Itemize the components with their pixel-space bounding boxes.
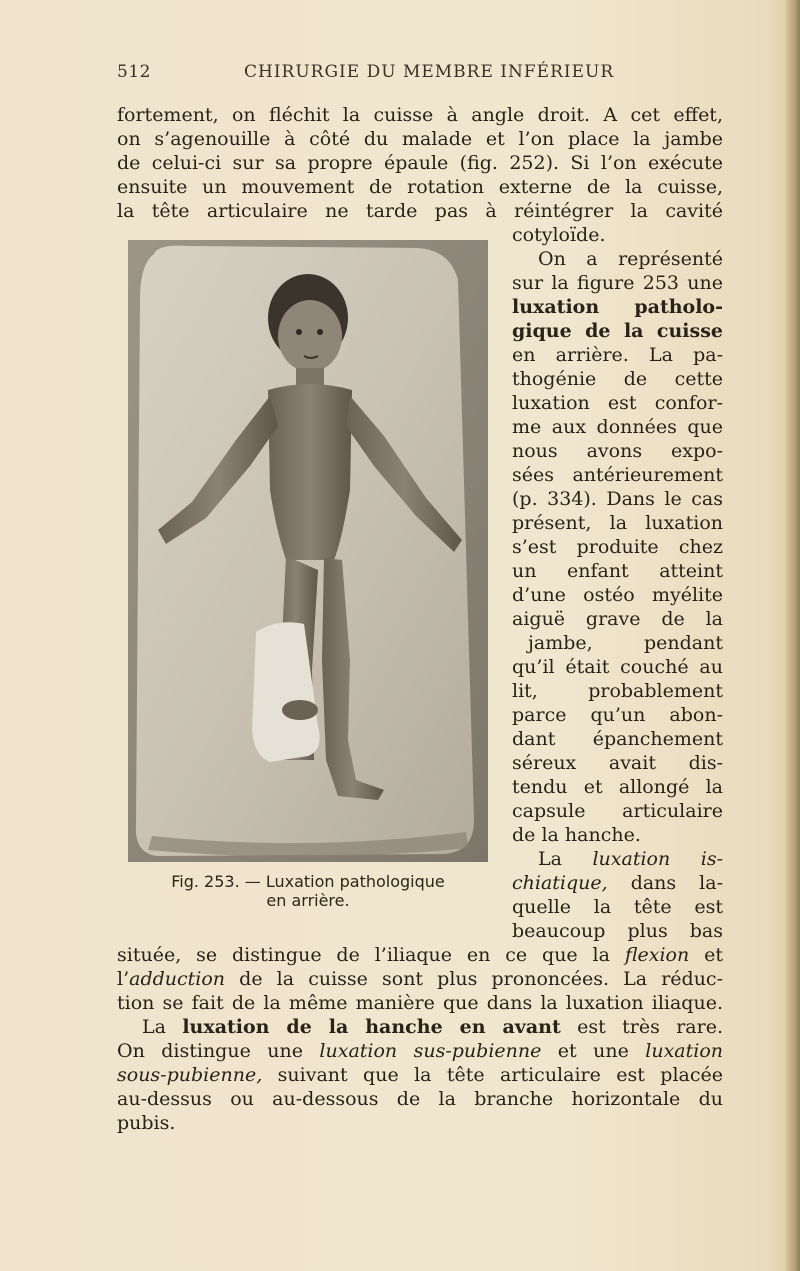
- text-line: thogénie de cette: [512, 368, 723, 390]
- child-foot: [282, 700, 318, 720]
- text-run: et une: [541, 1040, 646, 1062]
- figure-photograph: [128, 240, 488, 862]
- italic-term: sous-pubienne,: [117, 1064, 263, 1086]
- text-line: [117, 1039, 723, 1063]
- text-line: au-dessus ou au-dessous de la branche horizontale du: [117, 1088, 723, 1110]
- text-line: beaucoup plus bas: [512, 920, 723, 942]
- italic-term: luxation: [645, 1040, 724, 1062]
- text-line: jambe, pendant: [528, 632, 723, 654]
- text-run: située, se distingue de l’iliaque en ce que la: [117, 944, 625, 966]
- text-run: suivant que la tête articulaire est placée: [262, 1064, 723, 1086]
- text-line: nous avons expo-: [512, 440, 723, 462]
- italic-term: chiatique,: [512, 872, 608, 894]
- running-title: CHIRURGIE DU MEMBRE INFÉRIEUR: [244, 62, 615, 82]
- text-line: dant épanchement: [512, 728, 723, 750]
- text-line: sées antérieurement: [512, 464, 723, 486]
- text-line: lit, probablement: [512, 680, 723, 702]
- text-line: sur la figure 253 une: [512, 272, 723, 294]
- text-line: pubis.: [117, 1112, 176, 1134]
- text-run: l’: [117, 968, 130, 990]
- running-header: [117, 62, 723, 88]
- text-run: est très rare.: [560, 1016, 723, 1038]
- text-line: On a représenté: [538, 248, 723, 270]
- italic-term: flexion: [624, 944, 690, 966]
- text-line: ensuite un mouvement de rotation externe de la cuisse,: [117, 176, 723, 198]
- text-line: on s’agenouille à côté du malade et l’on place la jambe: [117, 128, 723, 150]
- text-line: (p. 334). Dans le cas: [512, 488, 723, 510]
- text-line: séreux avait dis-: [512, 752, 723, 774]
- child-face: [278, 300, 342, 372]
- text-run: dans la-: [607, 872, 723, 894]
- text-line: capsule articulaire: [512, 800, 723, 822]
- text-line: tendu et allongé la: [512, 776, 723, 798]
- text-line: s’est produite chez: [512, 536, 723, 558]
- text-line: me aux données que: [512, 416, 723, 438]
- text-line: aiguë grave de la: [512, 608, 723, 630]
- text-line: parce qu’un abon-: [512, 704, 723, 726]
- text-line: luxation patholo-: [512, 296, 723, 318]
- text-line: [512, 319, 723, 343]
- text-run: de la cuisse sont plus prononcées. La réduc-: [225, 968, 723, 990]
- bold-term: luxation de la hanche en avant: [182, 1016, 561, 1038]
- caption-line: Fig. 253. — Luxation pathologique: [171, 872, 445, 891]
- italic-term: luxation sus-pubienne: [319, 1040, 542, 1062]
- text-line: d’une ostéo myélite: [512, 584, 723, 606]
- text-line: la tête articulaire ne tarde pas à réintégrer la cavité: [117, 200, 723, 222]
- text-line: tion se fait de la même manière que dans la luxation iliaque.: [117, 992, 723, 1014]
- text-line: quelle la tête est: [512, 896, 723, 918]
- italic-term: luxation is-: [592, 848, 724, 870]
- child-torso: [268, 384, 352, 560]
- child-eye: [296, 329, 302, 335]
- text-line: qu’il était couché au: [512, 656, 723, 678]
- text-line: fortement, on fléchit la cuisse à angle droit. A cet effet,: [117, 104, 723, 126]
- caption-line: en arrière.: [266, 891, 350, 910]
- text-line: [117, 1063, 723, 1087]
- text-line: luxation est confor-: [512, 392, 723, 414]
- text-line: [538, 847, 723, 871]
- text-line: [142, 1015, 723, 1039]
- text-line: [117, 967, 723, 991]
- italic-term: adduction: [129, 968, 226, 990]
- bold-term: gique de la cuisse: [512, 320, 723, 342]
- text-run: La: [142, 1016, 183, 1038]
- text-line: en arrière. La pa-: [512, 344, 723, 366]
- page-number: 512: [117, 62, 151, 82]
- text-run: On distingue une: [117, 1040, 320, 1062]
- text-run: La: [538, 848, 593, 870]
- text-line: [512, 871, 723, 895]
- text-line: de la hanche.: [512, 824, 641, 846]
- text-line: de celui-ci sur sa propre épaule (fig. 252). Si l’on exécute: [117, 152, 723, 174]
- child-eye: [317, 329, 323, 335]
- page-edge: [786, 0, 800, 1271]
- figure-caption: [128, 872, 488, 910]
- text-run: et: [689, 944, 723, 966]
- text-line: présent, la luxation: [512, 512, 723, 534]
- text-line: [117, 943, 723, 967]
- text-line: un enfant atteint: [512, 560, 723, 582]
- text-line: cotyloïde.: [512, 224, 606, 246]
